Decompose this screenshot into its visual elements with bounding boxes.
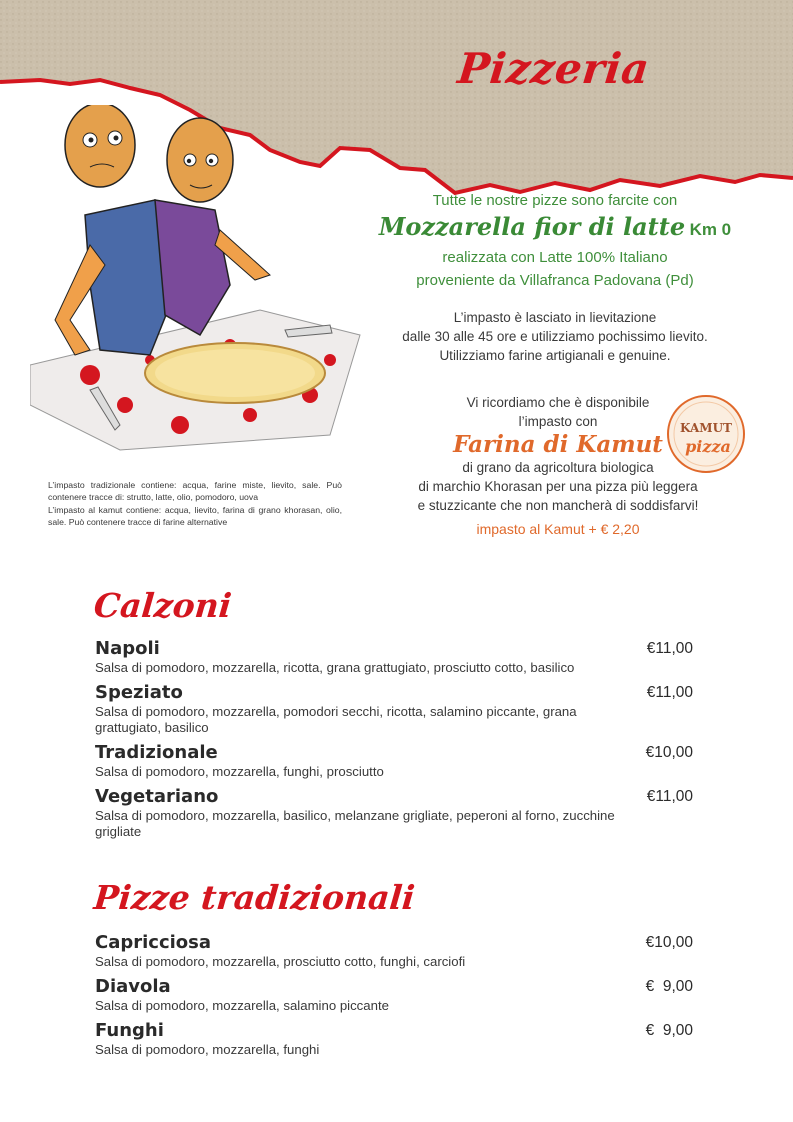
item-description: Salsa di pomodoro, mozzarella, funghi xyxy=(95,1042,320,1057)
item-name: Vegetariano xyxy=(95,786,219,807)
item-price: €11,00 xyxy=(646,788,693,805)
dough-line3: Utilizziamo farine artigianali e genuine. xyxy=(439,348,671,363)
ingredients-kamut: L’impasto al kamut contiene: acqua, lievito, farina di grano khorasan, olio, sale. Può contenere tracce di farine alternative xyxy=(48,504,342,527)
item-price: €11,00 xyxy=(646,684,693,701)
section-title-pizze-tradizionali: Pizze tradizionali xyxy=(92,878,417,917)
item-description: Salsa di pomodoro, mozzarella, ricotta, grana grattugiato, prosciutto cotto, basilico xyxy=(95,660,575,675)
dough-line1: L’impasto è lasciato in lievitazione xyxy=(453,310,657,325)
dough-line2: dalle 30 alle 45 ore e utilizziamo pochissimo lievito. xyxy=(402,329,708,344)
km0-label: Km 0 xyxy=(689,220,732,239)
page-title: Pizzeria xyxy=(455,44,652,93)
item-name: Tradizionale xyxy=(95,742,218,763)
item-description: Salsa di pomodoro, mozzarella, salamino piccante xyxy=(95,998,389,1013)
item-price: € 9,00 xyxy=(645,978,693,995)
menu-item xyxy=(95,638,695,676)
kamut-price: impasto al Kamut + € 2,20 xyxy=(476,521,640,537)
item-name: Capricciosa xyxy=(95,932,212,953)
item-price: € 9,00 xyxy=(645,1022,693,1039)
item-name: Napoli xyxy=(95,638,160,659)
kamut-logo xyxy=(666,394,746,474)
item-name: Funghi xyxy=(95,1020,164,1041)
menu-item xyxy=(95,1020,695,1058)
ingredients-traditional: L’impasto tradizionale contiene: acqua, farine miste, lievito, sale. Può contenere tracce di: strutto, latte, olio, pomodoro, uova xyxy=(48,480,342,503)
kamut-logo-word: KAMUT xyxy=(680,421,732,435)
mozzarella-title: Mozzarella fior di latte xyxy=(378,212,686,241)
chef-illustration xyxy=(30,105,375,465)
menu-item xyxy=(95,786,695,840)
item-price: €11,00 xyxy=(646,640,693,657)
kamut-line2: l’impasto con xyxy=(518,414,598,429)
item-description: Salsa di pomodoro, mozzarella, basilico, melanzane grigliate, peperoni al forno, zucchine grigliate xyxy=(95,808,615,839)
section-title-calzoni: Calzoni xyxy=(92,586,234,625)
item-price: €10,00 xyxy=(645,934,693,951)
ingredients-note xyxy=(48,479,342,528)
item-description: Salsa di pomodoro, mozzarella, pomodori secchi, ricotta, salamino piccante, grana grattugiato, basilico xyxy=(95,704,577,735)
kamut-line3: di grano da agricoltura biologica xyxy=(462,460,654,475)
item-description: Salsa di pomodoro, mozzarella, prosciutto cotto, funghi, carciofi xyxy=(95,954,466,969)
kamut-line4: di marchio Khorasan per una pizza più leggera xyxy=(418,479,698,494)
menu-item xyxy=(95,932,695,970)
kamut-line5: e stuzzicante che non mancherà di soddisfarvi! xyxy=(417,498,699,513)
intro-line1: Tutte le nostre pizze sono farcite con xyxy=(432,192,678,209)
intro-line3: realizzata con Latte 100% Italiano xyxy=(442,249,668,266)
kamut-line1: Vi ricordiamo che è disponibile xyxy=(466,395,650,410)
menu-item xyxy=(95,742,695,780)
item-name: Diavola xyxy=(95,976,171,997)
intro-line4: proveniente da Villafranca Padovana (Pd) xyxy=(416,272,694,289)
intro-text xyxy=(360,189,750,365)
menu-item xyxy=(95,976,695,1014)
item-name: Speziato xyxy=(95,682,183,703)
item-description: Salsa di pomodoro, mozzarella, funghi, prosciutto xyxy=(95,764,384,779)
item-price: €10,00 xyxy=(645,744,693,761)
kamut-title: Farina di Kamut xyxy=(453,431,663,458)
menu-item xyxy=(95,682,695,736)
kamut-logo-sub: pizza xyxy=(685,437,731,456)
mozzarella-line xyxy=(360,212,750,246)
